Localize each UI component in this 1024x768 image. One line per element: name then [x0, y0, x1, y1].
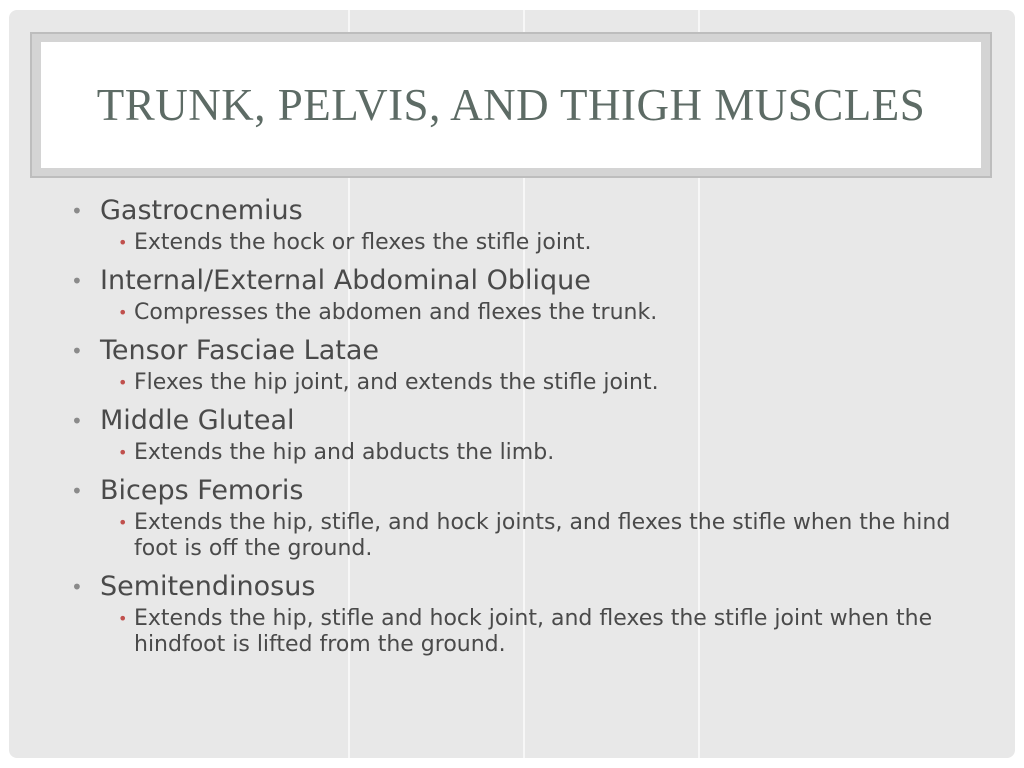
sub-bullet-dot-icon: •	[118, 513, 128, 532]
bullet-dot-icon: •	[71, 575, 83, 599]
bullet-detail: Extends the hip, stifle, and hock joints, and flexes the stifle when the hind foot is off the ground.	[134, 510, 951, 561]
bullet-dot-icon: •	[71, 199, 83, 223]
bullet-detail: Extends the hip and abducts the limb.	[134, 440, 555, 465]
slide-title: TRUNK, PELVIS, AND THIGH MUSCLES	[96, 80, 926, 130]
bullet-item	[71, 333, 971, 369]
title-box	[41, 42, 981, 168]
bullet-item	[71, 473, 971, 509]
bullet-heading: Gastrocnemius	[100, 195, 303, 226]
sub-bullet-item	[71, 370, 971, 396]
bullet-heading: Biceps Femoris	[100, 475, 304, 506]
sub-bullet-item	[71, 300, 971, 326]
sub-bullet-dot-icon: •	[118, 233, 128, 252]
sub-bullet-item	[71, 606, 971, 658]
sub-bullet-item	[71, 440, 971, 466]
slide	[9, 10, 1015, 758]
bullet-dot-icon: •	[71, 479, 83, 503]
bullet-detail: Extends the hock or flexes the stifle joint.	[134, 230, 592, 255]
bullet-item	[71, 403, 971, 439]
sub-bullet-dot-icon: •	[118, 373, 128, 392]
bullet-heading: Internal/External Abdominal Oblique	[100, 265, 591, 296]
bullet-detail: Extends the hip, stifle and hock joint, and flexes the stifle joint when the hindfoot is lifted from the ground.	[134, 606, 933, 657]
bullet-item	[71, 569, 971, 605]
sub-bullet-dot-icon: •	[118, 303, 128, 322]
bullet-detail: Flexes the hip joint, and extends the stifle joint.	[134, 370, 659, 395]
bullet-dot-icon: •	[71, 269, 83, 293]
bullet-heading: Tensor Fasciae Latae	[100, 335, 379, 366]
bullet-heading: Semitendinosus	[100, 571, 316, 602]
sub-bullet-dot-icon: •	[118, 443, 128, 462]
bullet-dot-icon: •	[71, 409, 83, 433]
title-frame	[30, 32, 992, 178]
bullet-detail: Compresses the abdomen and flexes the trunk.	[134, 300, 658, 325]
bullet-heading: Middle Gluteal	[100, 405, 295, 436]
bullet-dot-icon: •	[71, 339, 83, 363]
bullet-list	[71, 193, 971, 665]
sub-bullet-dot-icon: •	[118, 609, 128, 628]
bullet-item	[71, 263, 971, 299]
sub-bullet-item	[71, 230, 971, 256]
sub-bullet-item	[71, 510, 971, 562]
bullet-item	[71, 193, 971, 229]
